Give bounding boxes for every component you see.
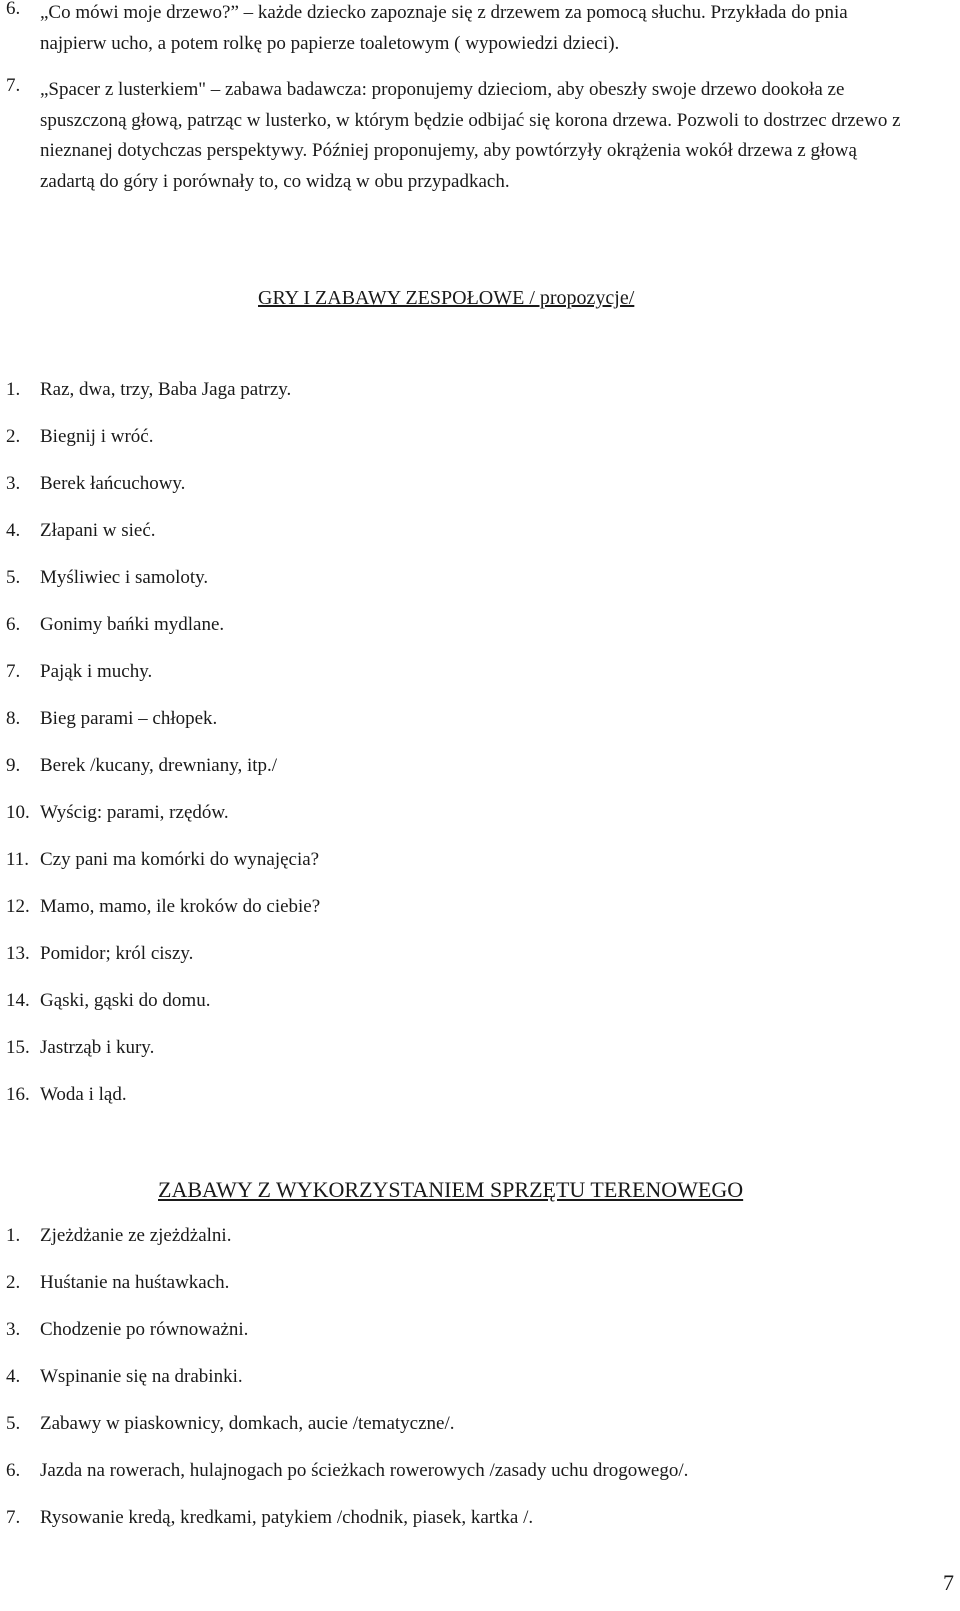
- list-item-number: 16.: [6, 1084, 30, 1105]
- list-item-text: Raz, dwa, trzy, Baba Jaga patrzy.: [40, 379, 292, 400]
- list-item-text: Gąski, gąski do domu.: [40, 990, 211, 1011]
- intro-item-number: 7.: [6, 75, 21, 96]
- list-item-number: 1.: [6, 1225, 21, 1246]
- list-item-number: 2.: [6, 426, 21, 447]
- list-item-text: Wyścig: parami, rzędów.: [40, 802, 229, 823]
- list-item-text: Rysowanie kredą, kredkami, patykiem /chodnik, piasek, kartka /.: [40, 1507, 534, 1528]
- list-item-text: Bieg parami – chłopek.: [40, 708, 218, 729]
- list-item-number: 13.: [6, 943, 30, 964]
- list-item-text: Berek łańcuchowy.: [40, 473, 186, 494]
- list-item-number: 2.: [6, 1272, 21, 1293]
- list-item-number: 6.: [6, 1460, 21, 1481]
- list-item-number: 4.: [6, 1366, 21, 1387]
- list-item-text: Jastrząb i kury.: [40, 1037, 155, 1058]
- list-item-text: Gonimy bańki mydlane.: [40, 614, 225, 635]
- list-item-text: Zabawy w piaskownicy, domkach, aucie /tematyczne/.: [40, 1413, 455, 1434]
- list-item-number: 4.: [6, 520, 21, 541]
- list-item-number: 12.: [6, 896, 30, 917]
- intro-item-text: „Spacer z lusterkiem" – zabawa badawcza: proponujemy dzieciom, aby obeszły swoje drzewo dookoła ze spuszczoną głową, patrząc w lusterko, w którym będzie odbijać się korona drzewa. Pozwoli to dostrzec drzewo z nieznanej dotychczas perspektywy. Później proponujemy, aby powtórzyły okrążenia wokół drzewa z głową zadartą do góry i porównały to, co widzą w obu przypadkach.: [40, 79, 901, 192]
- list-item-text: Berek /kucany, drewniany, itp./: [40, 755, 278, 776]
- section-heading-team-games: GRY I ZABAWY ZESPOŁOWE / propozycje/: [258, 287, 635, 309]
- list-item-number: 3.: [6, 1319, 21, 1340]
- intro-item-text: „Co mówi moje drzewo?” – każde dziecko zapoznaje się z drzewem za pomocą słuchu. Przykłada do pnia najpierw ucho, a potem rolkę po papierze toaletowym ( wypowiedzi dzieci).: [40, 2, 848, 54]
- list-item-number: 14.: [6, 990, 30, 1011]
- list-item-number: 15.: [6, 1037, 30, 1058]
- list-item-number: 5.: [6, 567, 21, 588]
- list-item-number: 9.: [6, 755, 21, 776]
- list-item-text: Myśliwiec i samoloty.: [40, 567, 209, 588]
- list-item-number: 11.: [6, 849, 30, 870]
- list-item-text: Pomidor; król ciszy.: [40, 943, 194, 964]
- list-item-number: 6.: [6, 614, 21, 635]
- list-item-number: 8.: [6, 708, 21, 729]
- list-item-text: Jazda na rowerach, hulajnogach po ścieżkach rowerowych /zasady uchu drogowego/.: [40, 1460, 689, 1481]
- list-item-text: Biegnij i wróć.: [40, 426, 154, 447]
- list-item-text: Woda i ląd.: [40, 1084, 127, 1105]
- list-item-number: 7.: [6, 1507, 21, 1528]
- list-item-text: Mamo, mamo, ile kroków do ciebie?: [40, 896, 321, 917]
- list-item-number: 5.: [6, 1413, 21, 1434]
- intro-item-number: 6.: [6, 0, 21, 19]
- page-number: 7: [943, 1570, 954, 1595]
- list-item-text: Chodzenie po równoważni.: [40, 1319, 249, 1340]
- list-item-text: Zjeżdżanie ze zjeżdżalni.: [40, 1225, 232, 1246]
- list-item-number: 1.: [6, 379, 21, 400]
- list-item-text: Huśtanie na huśtawkach.: [40, 1272, 230, 1293]
- list-item-text: Złapani w sieć.: [40, 520, 156, 541]
- list-item-text: Pająk i muchy.: [40, 661, 153, 682]
- section-heading-outdoor-equipment: ZABAWY Z WYKORZYSTANIEM SPRZĘTU TERENOWEGO: [158, 1177, 744, 1202]
- list-item-text: Czy pani ma komórki do wynajęcia?: [40, 849, 320, 870]
- list-item-number: 3.: [6, 473, 21, 494]
- list-item-number: 10.: [6, 802, 30, 823]
- list-item-number: 7.: [6, 661, 21, 682]
- list-item-text: Wspinanie się na drabinki.: [40, 1366, 243, 1387]
